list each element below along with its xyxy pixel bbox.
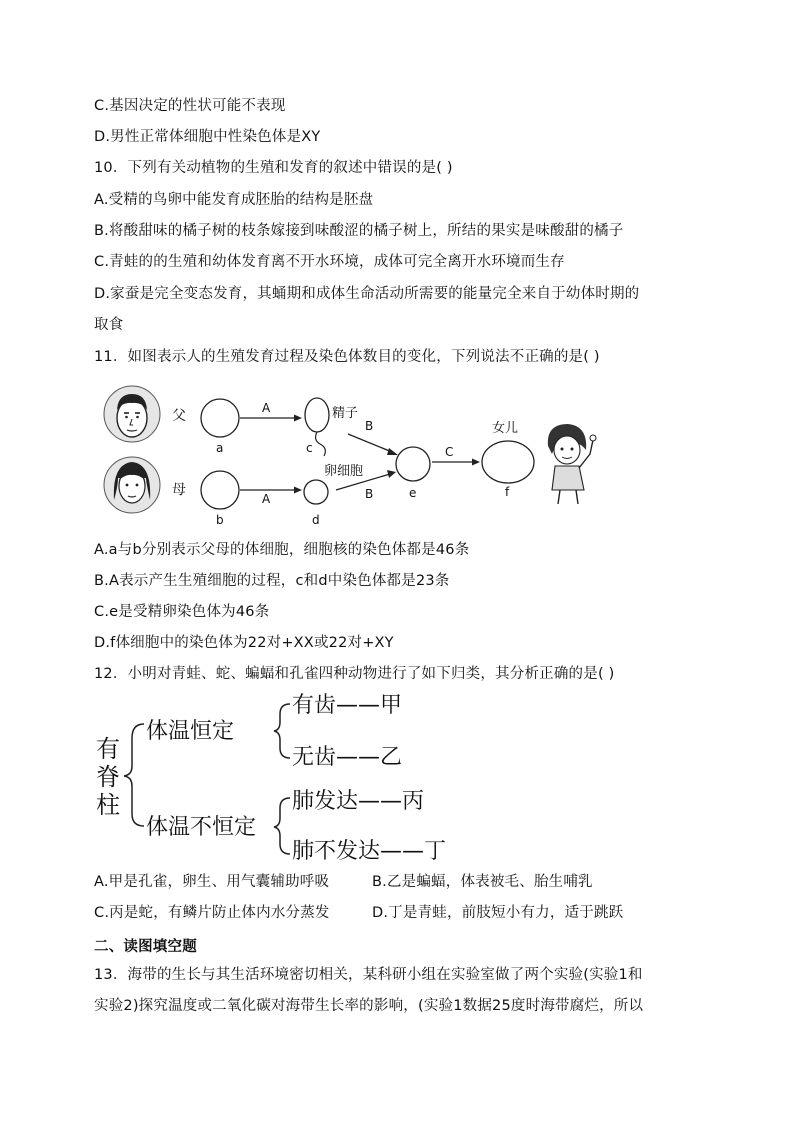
sperm-tail — [316, 432, 326, 456]
cell-a — [201, 399, 239, 437]
root-char-1: 有 — [96, 735, 120, 763]
question-13-line2: 实验2)探究温度或二氧化碳对海带生长率的影响，(实验1数据25度时海带腐烂，所以 — [94, 998, 644, 1014]
mother-face-icon — [104, 457, 160, 513]
daughter-figure-icon — [548, 424, 596, 504]
zygote-e — [396, 447, 430, 481]
lung-label: 肺发达——丙 — [292, 789, 425, 814]
root-brace — [124, 724, 144, 826]
mother-label: 母 — [172, 482, 186, 498]
egg-label: 卵细胞 — [324, 464, 364, 479]
option-11a: A.a与b分别表示父母的体细胞，细胞核的染色体都是46条 — [94, 542, 470, 558]
teeth-label: 有齿——甲 — [292, 693, 403, 718]
label-b: b — [216, 513, 224, 527]
figure-12-classification-tree — [92, 686, 512, 866]
option-10b: B.将酸甜味的橘子树的枝条嫁接到味酸涩的橘子树上，所结的果实是味酸甜的橘子 — [94, 223, 624, 239]
option-10d-line2: 取食 — [94, 317, 124, 333]
label-arrow-a-top: A — [262, 401, 271, 415]
option-10a: A.受精的鸟卵中能发育成胚胎的结构是胚盘 — [94, 192, 374, 208]
question-12: 12．小明对青蛙、蛇、蝙蝠和孔雀四种动物进行了如下归类，其分析正确的是( ) — [94, 666, 615, 682]
section-heading: 二、读图填空题 — [94, 939, 197, 955]
label-arrow-c: C — [445, 445, 454, 459]
cold-brace — [274, 798, 290, 854]
option-12c: C.丙是蛇，有鳞片防止体内水分蒸发 — [94, 905, 330, 921]
cell-b — [201, 471, 239, 509]
option-10d-line1: D.家蚕是完全变态发育，其蛹期和成体生命活动所需要的能量完全来自于幼体时期的 — [94, 286, 640, 302]
cell-f — [482, 441, 534, 483]
no-lung-label: 肺不发达——丁 — [292, 839, 447, 864]
cold-label: 体温不恒定 — [146, 815, 257, 840]
question-13-line1: 13．海带的生长与其生活环境密切相关，某科研小组在实验室做了两个实验(实验1和 — [94, 967, 643, 983]
label-arrow-a-bottom: A — [262, 492, 271, 506]
daughter-label: 女儿 — [492, 421, 519, 436]
label-f: f — [505, 485, 510, 499]
root-char-3: 柱 — [96, 791, 120, 819]
sperm-cell-c — [305, 398, 329, 432]
option-9d: D.男性正常体细胞中性染色体是XY — [94, 129, 321, 145]
label-e: e — [409, 486, 417, 500]
label-arrow-b-bottom: B — [365, 487, 374, 501]
option-11d: D.f体细胞中的染色体为22对+XX或22对+XY — [94, 635, 394, 651]
no-teeth-label: 无齿——乙 — [292, 745, 403, 770]
option-12d: D.丁是青蛙，前肢短小有力，适于跳跃 — [372, 905, 624, 921]
egg-cell-d — [304, 480, 328, 504]
label-a: a — [216, 441, 224, 455]
option-12b: B.乙是蝙蝠，体表被毛、胎生哺乳 — [372, 874, 593, 890]
option-9c: C.基因决定的性状可能不表现 — [94, 98, 286, 114]
warm-brace — [274, 704, 290, 758]
sperm-label: 精子 — [332, 406, 359, 421]
root-char-2: 脊 — [96, 763, 120, 791]
option-12a: A.甲是孔雀，卵生、用气囊辅助呼吸 — [94, 874, 330, 890]
figure-11-reproduction-diagram — [100, 382, 610, 532]
arrow-b-top — [348, 434, 392, 452]
option-11b: B.A表示产生生殖细胞的过程，c和d中染色体都是23条 — [94, 573, 450, 589]
option-10c: C.青蛙的的生殖和幼体发育离不开水环境，成体可完全离开水环境而生存 — [94, 254, 565, 270]
label-c: c — [306, 441, 313, 455]
warm-label: 体温恒定 — [146, 719, 235, 744]
father-label: 父 — [172, 408, 186, 424]
question-10: 10．下列有关动植物的生殖和发育的叙述中错误的是( ) — [94, 160, 453, 176]
option-11c: C.e是受精卵染色体为46条 — [94, 604, 270, 620]
label-arrow-b-top: B — [365, 419, 374, 433]
question-11: 11．如图表示人的生殖发育过程及染色体数目的变化，下列说法不正确的是( ) — [94, 349, 600, 365]
father-face-icon — [104, 386, 160, 442]
label-d: d — [312, 513, 320, 527]
